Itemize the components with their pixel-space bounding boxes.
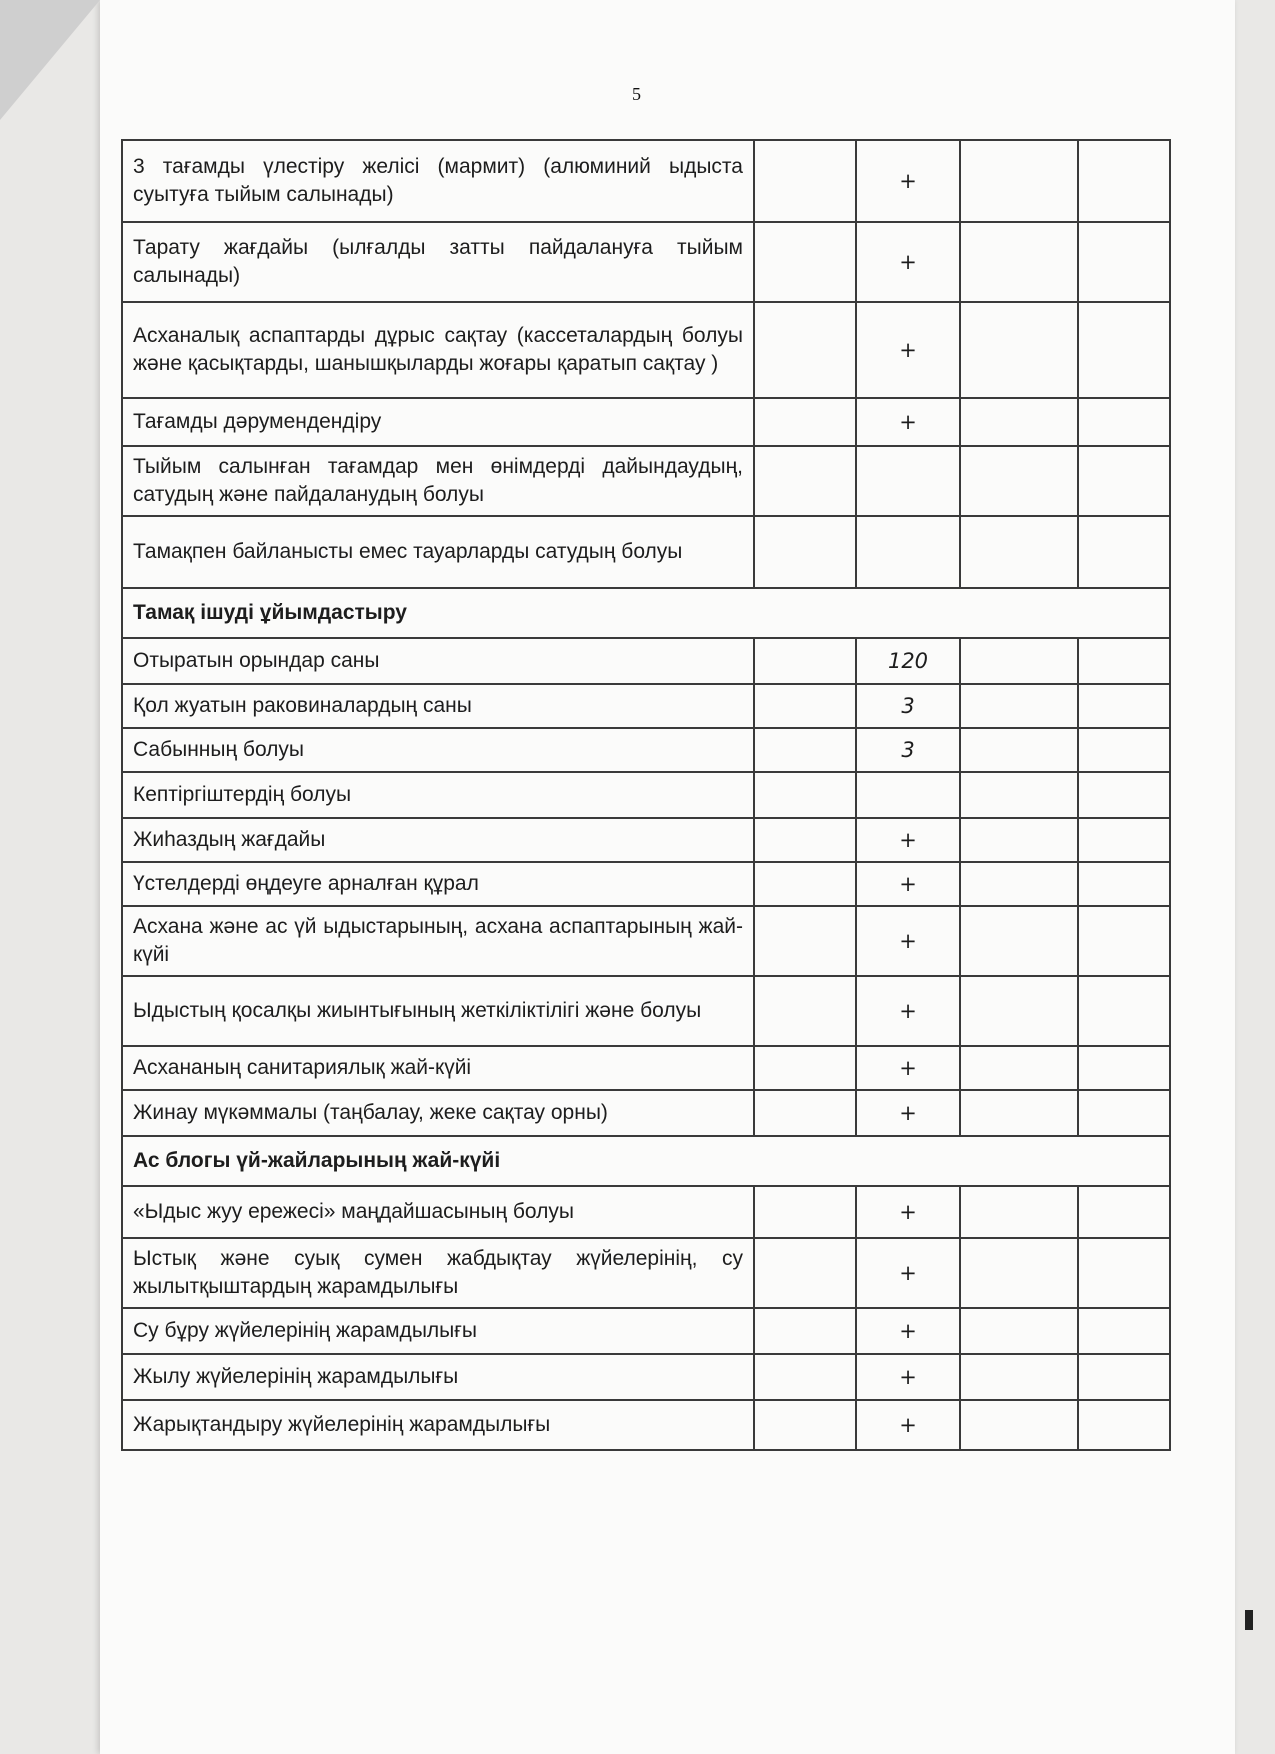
table-row [122,684,1170,728]
empty-cell [1078,1400,1170,1450]
handwritten-mark: + [856,1046,960,1090]
criterion-text: Жиһаздың жағдайы [122,818,754,862]
empty-cell [960,1238,1078,1308]
table-row [122,398,1170,446]
empty-cell [754,398,856,446]
checklist-table [121,139,1171,1451]
empty-cell [754,1186,856,1238]
empty-cell [960,1400,1078,1450]
empty-cell [1078,862,1170,906]
criterion-text: Тыйым салынған тағамдар мен өнімдерді дайындаудың, сатудың және пайдаланудың болуы [122,446,754,516]
table-row [122,222,1170,302]
empty-cell [754,1400,856,1450]
handwritten-mark: + [856,818,960,862]
section-heading: Ас блогы үй-жайларының жай-күйі [122,1136,1170,1186]
criterion-text: Ыдыстың қосалқы жиынтығының жеткіліктілігі және болуы [122,976,754,1046]
page-number: 5 [632,84,641,104]
criterion-text: Тарату жағдайы (ылғалды затты пайдалануға тыйым салынады) [122,222,754,302]
table-row [122,1238,1170,1308]
criterion-text: Ыстық және суық сумен жабдықтау жүйелерінің, су жылытқыштардың жарамдылығы [122,1238,754,1308]
empty-cell [754,728,856,772]
empty-cell [960,1090,1078,1136]
checklist-body [122,140,1170,1450]
empty-cell [754,1090,856,1136]
criterion-text: Жинау мүкәммалы (таңбалау, жеке сақтау орны) [122,1090,754,1136]
handwritten-mark: + [856,302,960,398]
handwritten-mark: 3 [856,684,960,728]
empty-cell [960,140,1078,222]
empty-cell [960,818,1078,862]
empty-cell [1078,638,1170,684]
handwritten-mark: + [856,862,960,906]
empty-cell [960,1186,1078,1238]
empty-cell [754,1046,856,1090]
folded-corner [0,0,100,120]
empty-cell [1078,398,1170,446]
empty-cell [960,302,1078,398]
handwritten-mark: + [856,976,960,1046]
handwritten-mark: + [856,1186,960,1238]
criterion-text: Жарықтандыру жүйелерінің жарамдылығы [122,1400,754,1450]
empty-cell [960,728,1078,772]
empty-cell [754,302,856,398]
table-row [122,140,1170,222]
empty-cell [1078,1090,1170,1136]
empty-cell [754,1308,856,1354]
empty-cell [1078,140,1170,222]
empty-cell [754,818,856,862]
empty-cell [1078,302,1170,398]
empty-cell [1078,516,1170,588]
empty-cell [1078,906,1170,976]
empty-cell [754,638,856,684]
criterion-text: Кептіргіштердің болуы [122,772,754,818]
handwritten-mark: + [856,1354,960,1400]
empty-cell [960,638,1078,684]
table-row [122,976,1170,1046]
empty-cell [960,398,1078,446]
handwritten-mark: + [856,222,960,302]
table-row [122,446,1170,516]
empty-cell [1078,1046,1170,1090]
criterion-text: Қол жуатын раковиналардың саны [122,684,754,728]
table-row [122,1308,1170,1354]
empty-cell [960,516,1078,588]
empty-cell [754,976,856,1046]
criterion-text: Су бұру жүйелерінің жарамдылығы [122,1308,754,1354]
criterion-text: Асхананың санитариялық жай-күйі [122,1046,754,1090]
empty-cell [960,1046,1078,1090]
empty-cell [1078,728,1170,772]
handwritten-mark: + [856,1400,960,1450]
table-row [122,1354,1170,1400]
table-row [122,1090,1170,1136]
handwritten-mark: 120 [856,638,960,684]
empty-cell [960,684,1078,728]
empty-cell [960,1308,1078,1354]
empty-cell [1078,976,1170,1046]
empty-cell [1078,1238,1170,1308]
empty-cell [1078,1186,1170,1238]
empty-cell [1078,684,1170,728]
criterion-text: Отыратын орындар саны [122,638,754,684]
empty-cell [754,222,856,302]
table-row [122,728,1170,772]
empty-cell [1078,818,1170,862]
table-row [122,862,1170,906]
table-row [122,772,1170,818]
section-heading: Тамақ ішуді ұйымдастыру [122,588,1170,638]
section-heading-row [122,1136,1170,1186]
handwritten-mark [856,446,960,516]
empty-cell [960,446,1078,516]
table-row [122,1046,1170,1090]
handwritten-mark [856,516,960,588]
empty-cell [754,862,856,906]
criterion-text: Тағамды дәрумендендіру [122,398,754,446]
empty-cell [960,1354,1078,1400]
empty-cell [960,906,1078,976]
empty-cell [960,976,1078,1046]
table-row [122,906,1170,976]
empty-cell [754,516,856,588]
handwritten-mark: + [856,140,960,222]
table-row [122,516,1170,588]
handwritten-mark: + [856,1090,960,1136]
table-row [122,818,1170,862]
edge-mark [1245,1610,1253,1630]
handwritten-mark: + [856,1308,960,1354]
table-row [122,638,1170,684]
empty-cell [960,772,1078,818]
empty-cell [960,862,1078,906]
criterion-text: Үстелдерді өңдеуге арналған құрал [122,862,754,906]
empty-cell [754,446,856,516]
empty-cell [960,222,1078,302]
criterion-text: Жылу жүйелерінің жарамдылығы [122,1354,754,1400]
criterion-text: «Ыдыс жуу ережесі» маңдайшасының болуы [122,1186,754,1238]
table-row [122,302,1170,398]
table-row [122,1186,1170,1238]
criterion-text: Тамақпен байланысты емес тауарларды сатудың болуы [122,516,754,588]
empty-cell [754,906,856,976]
criterion-text: Сабынның болуы [122,728,754,772]
criterion-text: Асханалық аспаптарды дұрыс сақтау (кассеталардың болуы және қасықтарды, шанышқыларды жоғары қаратып сақтау ) [122,302,754,398]
empty-cell [1078,772,1170,818]
criterion-text: Асхана және ас үй ыдыстарының, асхана аспаптарының жай-күйі [122,906,754,976]
handwritten-mark: 3 [856,728,960,772]
criterion-text: 3 тағамды үлестіру желісі (мармит) (алюминий ыдыста суытуға тыйым салынады) [122,140,754,222]
handwritten-mark: + [856,398,960,446]
handwritten-mark: + [856,1238,960,1308]
empty-cell [1078,1308,1170,1354]
empty-cell [754,1238,856,1308]
empty-cell [754,1354,856,1400]
empty-cell [1078,222,1170,302]
empty-cell [754,772,856,818]
section-heading-row [122,588,1170,638]
table-row [122,1400,1170,1450]
handwritten-mark [856,772,960,818]
handwritten-mark: + [856,906,960,976]
empty-cell [754,684,856,728]
empty-cell [754,140,856,222]
empty-cell [1078,1354,1170,1400]
empty-cell [1078,446,1170,516]
